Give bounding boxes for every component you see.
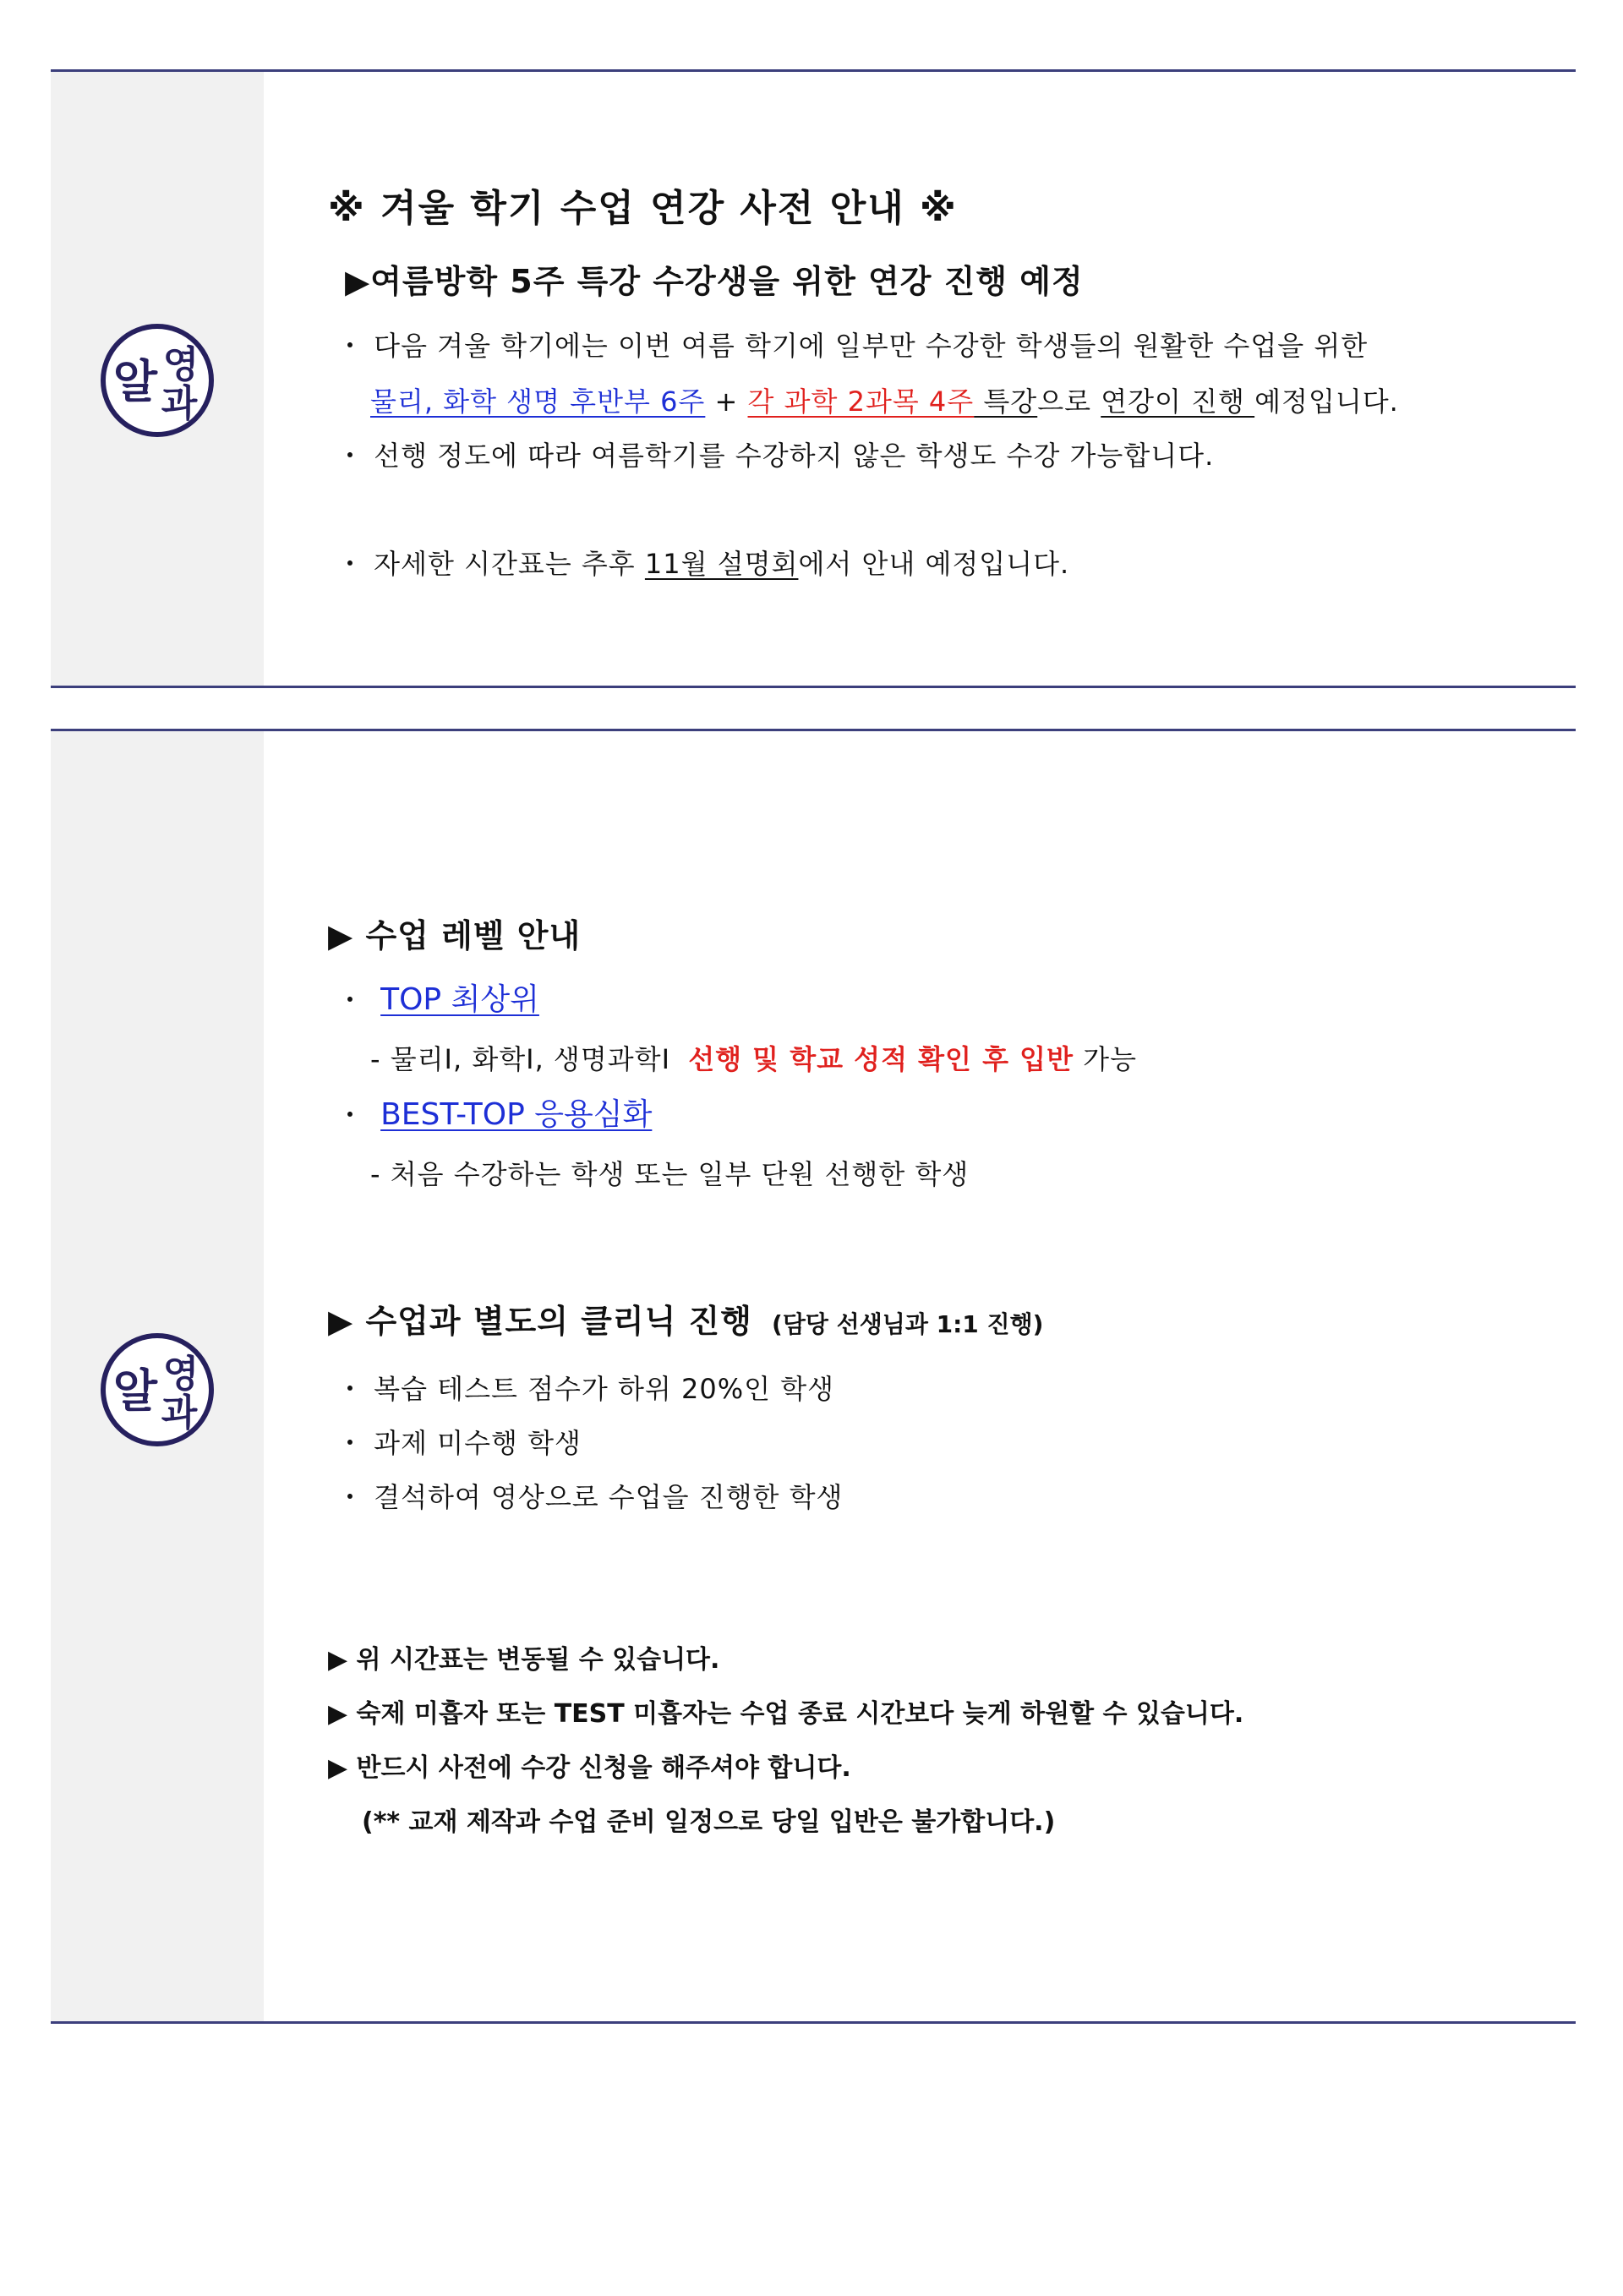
logo-char-2: 영 (162, 343, 199, 386)
clinic-title: ▶ 수업과 별도의 클리닉 진행 (328, 1303, 752, 1340)
top-level-requirement: 선행 및 학교 성적 확인 후 입반 (688, 1043, 1074, 1075)
special-text: 특강 (974, 385, 1038, 418)
logo-char-1: 알 (112, 355, 158, 408)
bullet-prereq: ・ 선행 정도에 따라 여름학기를 수강하지 않은 학생도 수강 가능합니다. (336, 440, 1215, 472)
best-top-level-link[interactable]: BEST-TOP 응용심화 (380, 1097, 653, 1132)
notice-section-levels (51, 729, 1576, 2024)
bottom-rule (51, 2021, 1576, 2024)
bullet-dot: ・ (336, 1099, 365, 1131)
red-course-text: 각 과학 2과목 4주 (747, 385, 975, 418)
top-level-possible: 가능 (1073, 1043, 1137, 1075)
timetable-post: 에서 안내 예정입니다. (798, 548, 1070, 580)
top-level-subjects: - 물리Ⅰ, 화학Ⅰ, 생명과학Ⅰ (370, 1043, 680, 1075)
logo-char-2: 영 (162, 1353, 199, 1396)
continuous-text: 연강이 진행 (1101, 385, 1255, 418)
bullet-line-1: ・ 다음 겨울 학기에는 이번 여름 학기에 일부만 수강한 학생들의 원활한 수업을 위한 (336, 330, 1369, 362)
best-top-level-item (336, 1091, 652, 1134)
note-advance-registration: ▶ 반드시 사전에 수강 신청을 해주셔야 합니다. (328, 1753, 851, 1783)
bullet-line-2 (370, 380, 1399, 419)
academy-logo (98, 1331, 216, 1449)
bottom-rule (51, 686, 1576, 688)
note-late-dismissal: ▶ 숙제 미흡자 또는 TEST 미흡자는 수업 종료 시간보다 늦게 하원할 수 있습니다. (328, 1699, 1244, 1729)
summer-subtitle: ▶여름방학 5주 특강 수강생을 위한 연강 진행 예정 (345, 263, 1084, 300)
section1-content (264, 69, 1576, 688)
section2-content (264, 729, 1576, 2024)
top-level-item (336, 976, 539, 1019)
top-level-desc (370, 1038, 1137, 1077)
clinic-heading (328, 1295, 1043, 1342)
timetable-pre: ・ 자세한 시간표는 추후 (336, 548, 645, 580)
note-same-day-entry: (** 교재 제작과 수업 준비 일정으로 당일 입반은 불가합니다.) (362, 1807, 1056, 1837)
november-session: 11월 설명회 (644, 548, 799, 580)
logo-char-3: 과 (161, 1391, 198, 1435)
logo-char-1: 알 (112, 1364, 158, 1418)
clinic-item: ・ 복습 테스트 점수가 하위 20%인 학생 (336, 1373, 835, 1405)
winter-notice-title: ※ 겨울 학기 수업 연강 사전 안내 ※ (328, 187, 958, 230)
connector-text: 으로 (1037, 385, 1101, 418)
logo-char-3: 과 (161, 382, 198, 425)
plus-text: + (705, 385, 748, 418)
level-title: ▶ 수업 레벨 안내 (328, 917, 582, 954)
bullet-dot: ・ (336, 984, 365, 1016)
clinic-note: (담당 선생님과 1:1 진행) (772, 1310, 1044, 1338)
clinic-item: ・ 결석하여 영상으로 수업을 진행한 학생 (336, 1481, 844, 1513)
best-top-level-desc: - 처음 수강하는 학생 또는 일부 단원 선행한 학생 (370, 1158, 970, 1190)
top-level-link[interactable]: TOP 최상위 (380, 982, 539, 1017)
note-timetable-change: ▶ 위 시간표는 변동될 수 있습니다. (328, 1645, 720, 1675)
notice-section-winter (51, 69, 1576, 688)
academy-logo (98, 321, 216, 440)
bullet-timetable (336, 543, 1069, 582)
blue-course-text: 물리, 화학 생명 후반부 6주 (370, 385, 706, 418)
scheduled-text: 예정입니다. (1254, 385, 1399, 418)
clinic-item: ・ 과제 미수행 학생 (336, 1427, 582, 1459)
